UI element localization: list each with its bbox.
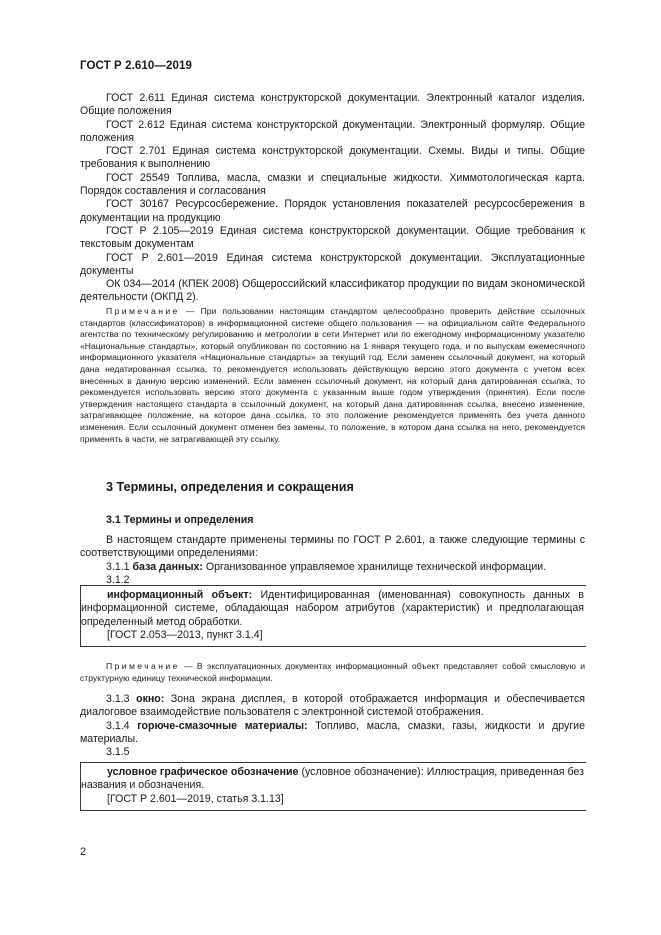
page-number: 2 [80,846,87,858]
note-label: Примечание [106,661,180,671]
normative-references-list [80,92,585,305]
reference-item: ОК 034—2014 (КПЕК 2008) Общероссийский классификатор продукции по видам экономической деятельности (ОКПД 2). [80,278,585,304]
term-name: горюче-смазочные материалы: [137,719,308,732]
information-object-note [80,661,585,684]
term-3-1-4: 3.1.4 горюче-смазочные материалы: Топливо, масла, смазки, газы, жидкости и другие материалы. [80,719,585,745]
term-name: окно: [136,693,165,705]
term-source: [ГОСТ Р 2.601—2019, статья 3.1.13] [107,792,284,805]
reference-item: ГОСТ Р 2.105—2019 Единая система конструкторской документации. Общие требования к текстовым документам [80,224,585,251]
note-text: — При пользовании настоящим стандартом целесообразно проверить действие ссылочных стандартов (классификаторов) в информационной системе общего пользования — на официальном сайте Федерального агентства по техническому регулированию и метрологии в сети Интернет или по ежегодному информационному указателю «Национальные стандарты», который опубликован по состоянию на 1 января текущего года, и по выпускам ежемесячного информационного указателя «Национальные стандарты» за текущий год. Если заменен ссылочный документ, на который дана недатированная ссылка, то рекомендуется использовать действующую версию этого документа с учетом всех внесенных в данную версию изменений. Если заменен ссылочный документ, на который дана датированная ссылка, то рекомендуется использовать версию этого документа с указанным выше годом утверждения (принятия). Если после утверждения настоящего стандарта в ссылочный документ, на который дана датированная ссылка, внесено изменение, затрагивающее положение, на которое дана ссылка, то это положение рекомендуется применять без учета данного изменения. Если ссылочный документ отменен без замены, то положение, в котором дана ссылка на него, рекомендуется применять в части, не затрагивающей эту ссылку. [80,306,585,444]
term-definition: Зона экрана дисплея, в которой отображается информация и обеспечивается диалоговое взаимодействие пользователя с электронной системой отображения. [80,693,585,719]
terms-intro-block [80,534,585,587]
note-text: — В эксплуатационных документах информационный объект представляет собой смысловую и структурную единицу технической информации. [80,661,585,683]
reference-item: ГОСТ Р 2.601—2019 Единая система конструкторской документации. Эксплуатационные документы [80,251,585,277]
term-name: условное графическое обозначение [107,766,299,778]
reference-item: ГОСТ 25549 Топлива, масла, смазки и специальные жидкости. Химмотологическая карта. Порядок составления и согласования [80,171,585,198]
terms-block-2 [80,693,585,759]
reference-item: ГОСТ 2.701 Единая система конструкторской документации. Схемы. Виды и типы. Общие требования к выполнению [80,145,585,171]
term-3-1-5-number: 3.1.5 [106,746,130,759]
document-header: ГОСТ Р 2.610—2019 [80,60,192,72]
term-definition: Топливо, масла, смазки, газы, жидкости и другие материалы. [80,719,585,745]
term-definition: Идентифицированная (именованная) совокупность данных в информационной системе, обладающая набором атрибутов (характеристик) и предполагающая определенный метод обработки. [81,589,584,628]
term-3-1-3: 3.1.3 окно: Зона экрана дисплея, в которой отображается информация и обеспечивается диалоговое взаимодействие пользователя с электронной системой отображения. [80,693,585,719]
term-3-1-2-number: 3.1.2 [106,573,130,586]
reference-item: ГОСТ 2.611 Единая система конструкторской документации. Электронный каталог изделия. Общие положения [80,92,585,118]
note-label: Примечание [106,306,180,316]
term-box-3-1-2 [80,585,586,647]
reference-item: ГОСТ 2.612 Единая система конструкторской документации. Электронный формуляр. Общие положения [80,118,585,144]
term-definition: Организованное управляемое хранилище технической информации. [202,560,547,573]
term-source: [ГОСТ 2.053—2013, пункт 3.1.4] [107,628,263,641]
references-note [80,306,585,445]
term-box-3-1-5 [80,762,586,811]
reference-item: ГОСТ 30167 Ресурсосбережение. Порядок установления показателей ресурсосбережения в документации на продукцию [80,198,585,224]
term-name: информационный объект: [107,589,253,601]
terms-intro: В настоящем стандарте применены термины по ГОСТ Р 2.601, а также следующие термины с соответствующими определениями: [80,534,585,560]
section-title: 3 Термины, определения и сокращения [106,480,354,494]
term-3-1-1: 3.1.1 база данных: Организованное управляемое хранилище технической информации. [106,560,547,573]
term-name: база данных: [132,560,203,573]
term-definition: (условное обозначение): Иллюстрация, приведенная без названия и обозначения. [81,766,584,792]
subsection-title: 3.1 Термины и определения [106,514,254,526]
